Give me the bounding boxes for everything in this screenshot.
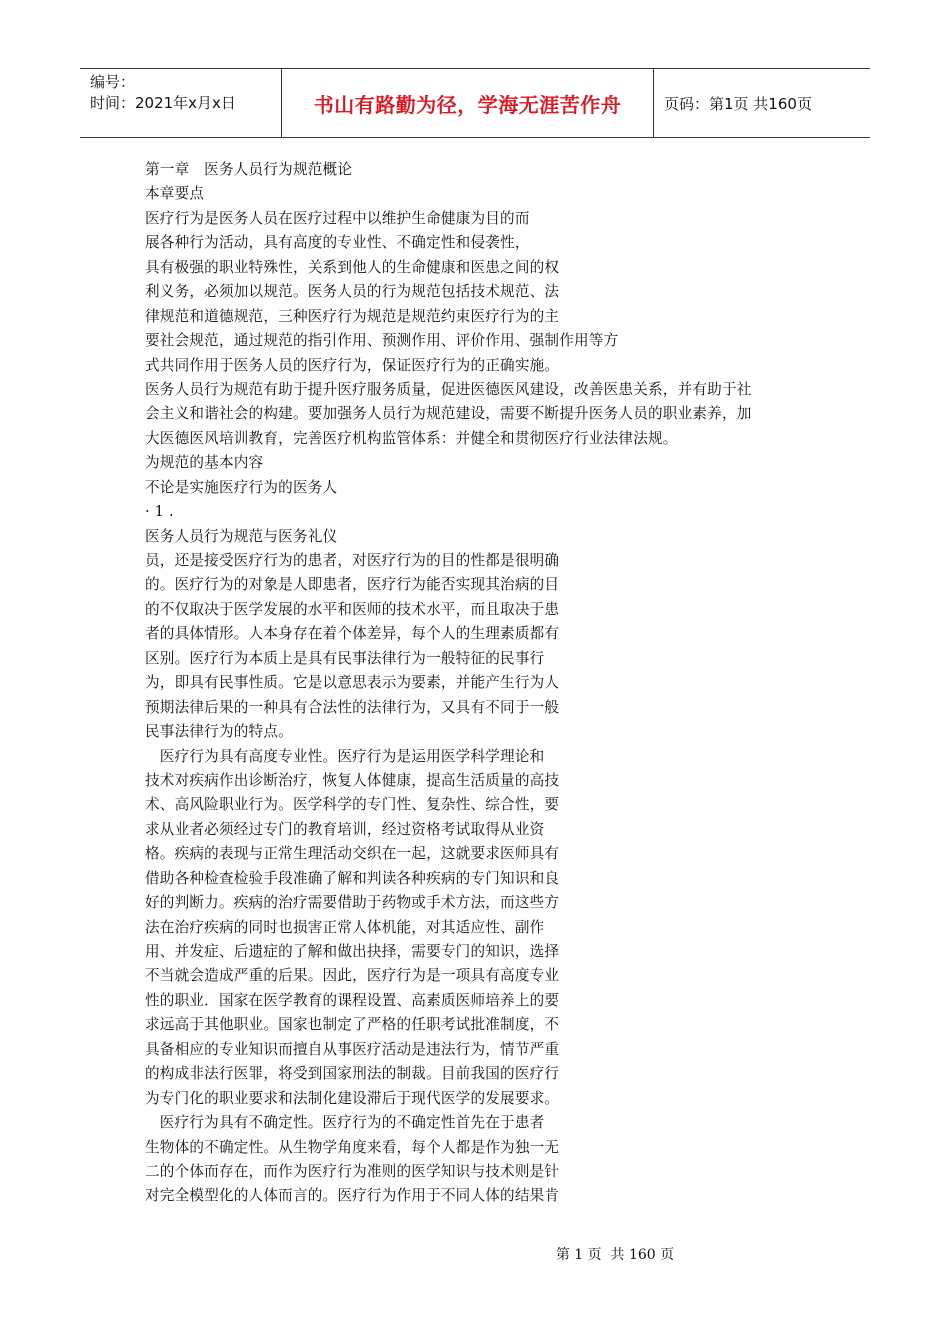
body-line: 的。医疗行为的对象是人即患者，医疗行为能否实现其治病的目 — [145, 576, 560, 594]
body-line: 具备相应的专业知识而擅自从事医疗活动是违法行为，情节严重 — [145, 1040, 560, 1058]
body-line: 好的判断力。疾病的治疗需要借助于药物或手术方法，而这些方 — [145, 894, 560, 912]
document-body — [145, 158, 825, 1209]
body-line: 借助各种检查检验手段准确了解和判读各种疾病的专门知识和良 — [145, 869, 560, 887]
body-line: 术、高风险职业行为。医学科学的专门性、复杂性、综合性，要 — [145, 796, 560, 814]
body-line: 展各种行为活动，具有高度的专业性、不确定性和侵袭性， — [145, 234, 530, 252]
body-line: 律规范和道德规范，三种医疗行为规范是规范约束医疗行为的主 — [145, 307, 560, 325]
serial-label: 编号： — [90, 73, 136, 91]
header-motto: 书山有路勤为径，学海无涯苦作舟 — [282, 69, 654, 137]
body-line: 求从业者必须经过专门的教育培训，经过资格考试取得从业资 — [145, 820, 545, 838]
body-line: 员，还是接受医疗行为的患者，对医疗行为的目的性都是很明确 — [145, 552, 560, 569]
body-line: 大医德医风培训教育，完善医疗机构监管体系：并健全和贯彻医疗行业法律法规。 — [145, 429, 678, 447]
body-line: 生物体的不确定性。从生物学角度来看，每个人都是作为独一无 — [145, 1138, 560, 1156]
body-line: 民事法律行为的特点。 — [145, 723, 293, 741]
body-line: 法在治疗疾病的同时也损害正常人体机能，对其适应性、副作 — [145, 918, 545, 936]
body-line: · 1 . — [145, 503, 174, 521]
body-line: 式共同作用于医务人员的医疗行为，保证医疗行为的正确实施。 — [145, 356, 560, 374]
body-line: 技术对疾病作出诊断治疗，恢复人体健康，提高生活质量的高技 — [145, 771, 560, 789]
body-line: 区别。医疗行为本质上是具有民事法律行为一般特征的民事行 — [145, 649, 545, 667]
header-page-number: 页码：第1页 共160页 — [664, 94, 812, 113]
body-line: 要社会规范，通过规范的指引作用、预测作用、评价作用、强制作用等方 — [145, 332, 619, 350]
body-line: 用、并发症、后遗症的了解和做出抉择，需要专门的知识，选择 — [145, 943, 560, 960]
body-line: 求远高于其他职业。国家也制定了严格的任职考试批准制度，不 — [145, 1016, 560, 1034]
body-line: 医疗行为具有高度专业性。医疗行为是运用医学科学理论和 — [145, 747, 545, 765]
body-line: 为，即具有民事性质。它是以意思表示为要素，并能产生行为人 — [145, 674, 560, 692]
body-line: 性的职业．国家在医学教育的课程设置、高素质医师培养上的要 — [145, 991, 560, 1009]
body-line: 利义务，必须加以规范。医务人员的行为规范包括技术规范、法 — [145, 283, 560, 301]
body-line: 预期法律后果的一种具有合法性的法律行为，又具有不同于一般 — [145, 698, 560, 716]
body-line: 的不仅取决于医学发展的水平和医师的技术水平，而且取决于患 — [145, 600, 560, 618]
body-line: 具有极强的职业特殊性，关系到他人的生命健康和医患之间的权 — [145, 258, 560, 276]
page-footer: 第 1 页 共 160 页 — [555, 1247, 675, 1263]
body-line: 医务人员行为规范与医务礼仪 — [145, 527, 338, 545]
body-line: 格。疾病的表现与正常生理活动交织在一起，这就要求医师具有 — [145, 845, 560, 863]
body-line: 不论是实施医疗行为的医务人 — [145, 478, 338, 496]
body-line: 第一章 医务人员行为规范概论 — [145, 161, 353, 178]
body-line: 为规范的基本内容 — [145, 454, 264, 472]
body-line: 本章要点 — [145, 185, 205, 203]
body-line: 医疗行为是医务人员在医疗过程中以维护生命健康为目的而 — [145, 209, 530, 227]
body-line: 医务人员行为规范有助于提升医疗服务质量，促进医德医风建设，改善医患关系，并有助于社 — [145, 380, 752, 398]
body-line: 不当就会造成严重的后果。因此，医疗行为是一项具有高度专业 — [145, 967, 560, 985]
date-label: 时间：2021年x月x日 — [90, 94, 236, 112]
page-header — [80, 68, 870, 138]
body-line: 者的具体情形。人本身存在着个体差异，每个人的生理素质都有 — [145, 625, 560, 643]
body-line: 二的个体而存在，而作为医疗行为准则的医学知识与技术则是针 — [145, 1162, 560, 1180]
header-meta — [80, 69, 282, 137]
body-line: 医疗行为具有不确定性。医疗行为的不确定性首先在于患者 — [145, 1114, 545, 1132]
body-line: 为专门化的职业要求和法制化建设滞后于现代医学的发展要求。 — [145, 1089, 560, 1107]
body-line: 对完全模型化的人体而言的。医疗行为作用于不同人体的结果肯 — [145, 1187, 560, 1205]
body-line: 会主义和谐社会的构建。要加强务人员行为规范建设，需要不断提升医务人员的职业素养，加 — [145, 405, 752, 423]
body-line: 的构成非法行医罪，将受到国家刑法的制裁。目前我国的医疗行 — [145, 1065, 560, 1083]
